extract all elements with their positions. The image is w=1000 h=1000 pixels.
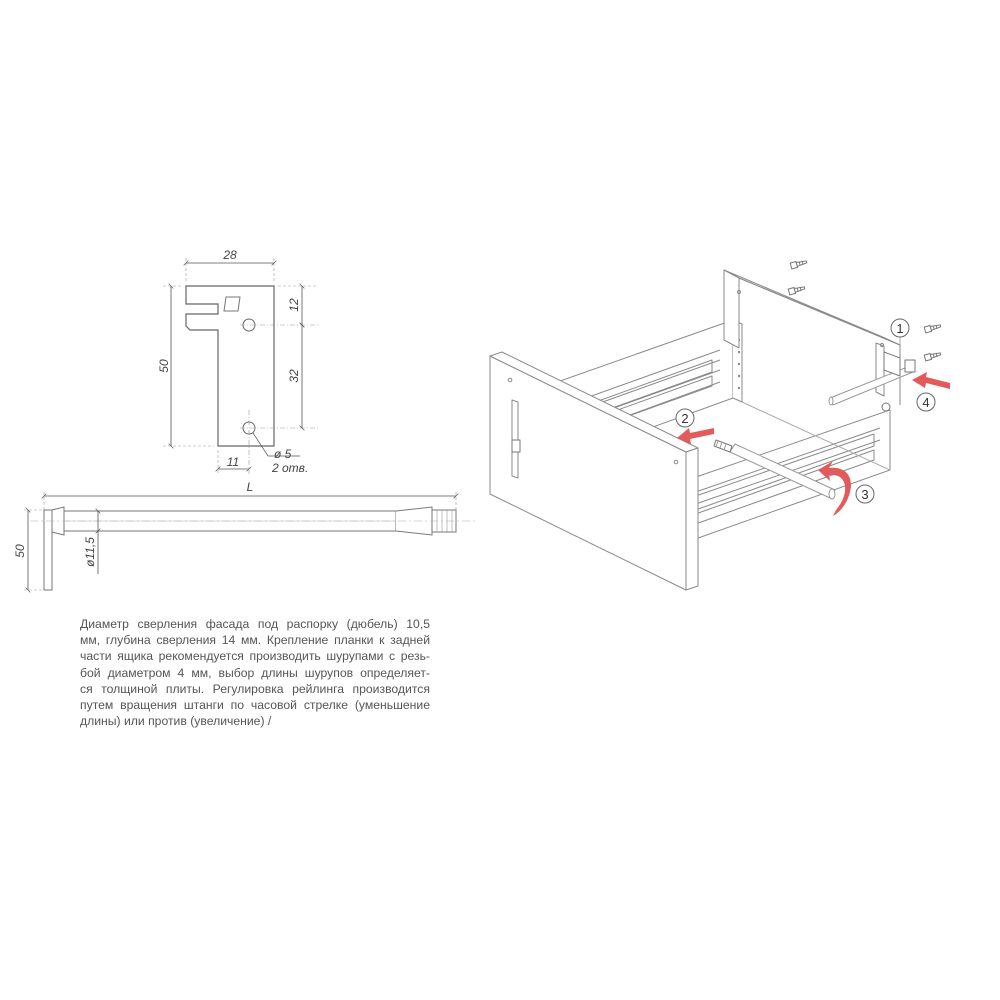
description-line: путем вращения штанги по часовой стрелке (уменьшение [80, 698, 430, 713]
drawer-assembly [490, 270, 915, 590]
bracket-plate [186, 286, 274, 446]
bracket-width-label: 28 [223, 248, 237, 262]
bracket-hole-spacing-label: 32 [287, 369, 301, 383]
callout-1-label: 1 [896, 321, 904, 336]
bracket-top-offset-label: 12 [287, 298, 301, 312]
rod-height-label: 50 [13, 544, 27, 558]
rod-diameter-label: ø11,5 [83, 537, 97, 567]
rod-mount-plate [44, 510, 52, 590]
straight-arrow-icon [912, 372, 950, 389]
description-line: мм, глубина сверления 14 мм. Крепление планки к задней [80, 633, 430, 648]
bracket-hole-diameter-label: ø 5 [274, 447, 292, 461]
assembly-description [80, 616, 430, 729]
screw-icon [788, 285, 805, 295]
callout-2-label: 2 [681, 411, 689, 426]
drawer-right-rail-back [876, 343, 884, 396]
description-line: бой диаметром 4 мм, выбор длины шурупов определяет- [80, 665, 430, 680]
screw-icon [924, 323, 941, 333]
description-line: Диаметр сверления фасада под распорку (дюбель) 10,5 [80, 617, 430, 631]
description-line: ся толщиной плиты. Регулировка рейлинга производится [80, 681, 430, 696]
description-line: части ящика рекомендуется производить шурупами с резь- [80, 649, 430, 664]
screw-icon-group [788, 259, 941, 361]
callout-4-label: 4 [922, 395, 930, 410]
screw-icon [790, 259, 807, 269]
screw-icon [924, 351, 941, 361]
drawer-rear-rod [830, 366, 913, 405]
rod-length-label: L [246, 480, 254, 494]
bracket-side-offset-label: 11 [226, 455, 240, 469]
bracket-holes-count-label: 2 отв. [272, 461, 309, 475]
description-line: длины) или против (увеличение) / [80, 714, 272, 729]
bracket-height-label: 50 [157, 359, 171, 373]
bracket-drawing [163, 258, 318, 474]
callout-3-label: 3 [861, 487, 869, 502]
